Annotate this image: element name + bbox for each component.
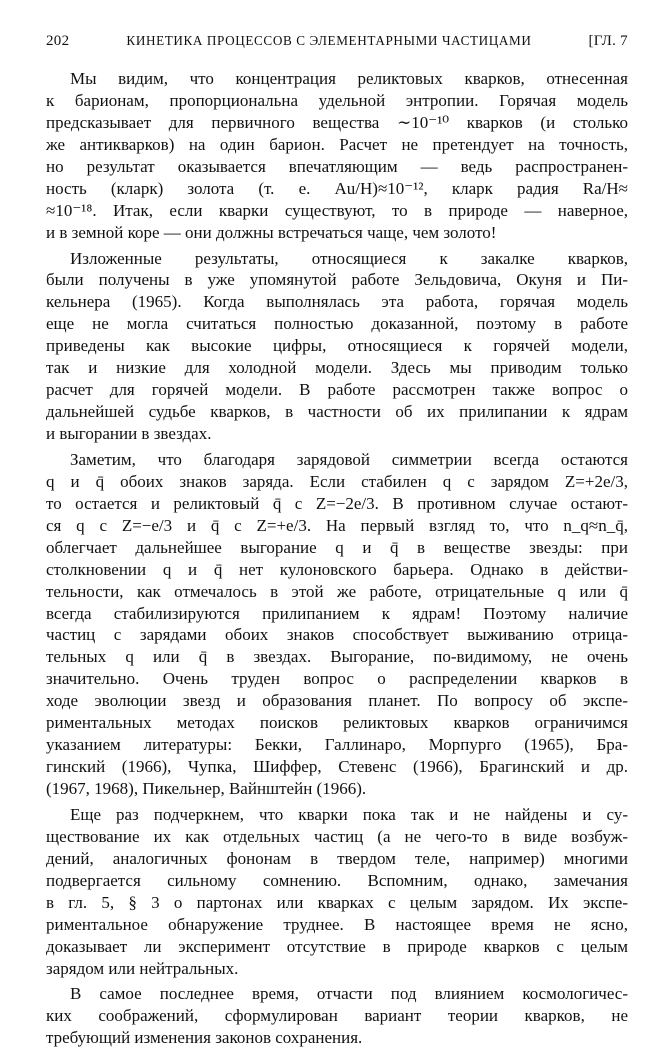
text-line: частиц с зарядами обоих знаков способствует выживанию отрица- xyxy=(46,625,628,645)
text-line: в гл. 5, § 3 о партонах или кварках с целым зарядом. Их экспе- xyxy=(46,892,628,912)
text-line: и в земной коре — они должны встречаться чаще, чем золото! xyxy=(46,222,497,242)
text-line: дений, аналогичных фононам в твердом теле, например) многими xyxy=(46,848,628,868)
text-line: подвергается сильному сомнению. Вспомним, однако, замечания xyxy=(46,870,628,890)
text-line: риментальных методах поисков реликтовых кварков ограничимся xyxy=(46,713,628,733)
text-line: приведены как высокие цифры, относящиеся к горячей модели, xyxy=(46,336,628,356)
paragraph xyxy=(46,68,628,244)
text-line: указанием литературы: Бекки, Галлинаро, Морпурго (1965), Бра- xyxy=(46,735,628,755)
text-line: риментальное обнаружение труднее. В настоящее время не ясно, xyxy=(46,914,628,934)
text-line: к барионам, пропорциональна удельной энтропии. Горячая модель xyxy=(46,90,628,110)
paragraph xyxy=(46,804,628,980)
text-line: дальнейшей судьбе кварков, в частности об их прилипании к ядрам xyxy=(46,402,628,422)
text-line: ких соображений, сформулирован вариант теории кварков, не xyxy=(46,1006,628,1026)
text-line: зарядом или нейтральных. xyxy=(46,958,239,978)
paragraph xyxy=(46,449,628,800)
text-line: были получены в уже упомянутой работе Зельдовича, Окуня и Пи- xyxy=(46,270,628,290)
page-body xyxy=(46,68,628,1049)
text-line: предсказывает для первичного вещества ∼10⁻¹⁰ кварков (и столько xyxy=(46,112,628,132)
text-line: ≈10⁻¹⁸. Итак, если кварки существуют, то в природе — наверное, xyxy=(46,200,628,220)
text-line: но результат оказывается впечатляющим — ведь распространен- xyxy=(46,156,628,176)
text-line: так и низкие для холодной модели. Здесь мы приводим только xyxy=(46,358,628,378)
text-line: гинский (1966), Чупка, Шиффер, Стевенс (1966), Брагинский и др. xyxy=(46,757,628,777)
text-line: q и q̄ обоих знаков заряда. Если стабилен q с зарядом Z=+2e/3, xyxy=(46,471,628,491)
text-line: Заметим, что благодаря зарядовой симметрии всегда остаются xyxy=(70,449,628,469)
text-line: столкновении q и q̄ нет кулоновского барьера. Однако в действи- xyxy=(46,559,628,579)
text-line: тельности, как отмечалось в этой же работе, отрицательные q или q̄ xyxy=(46,581,628,601)
text-line: то остается и реликтовый q̄ с Z=−2e/3. В противном случае остают- xyxy=(46,493,628,513)
running-title: КИНЕТИКА ПРОЦЕССОВ С ЭЛЕМЕНТАРНЫМИ ЧАСТИЦАМИ xyxy=(126,33,532,48)
text-line: (1967, 1968), Пикельнер, Вайнштейн (1966). xyxy=(46,779,367,798)
text-line: всегда стабилизируются прилипанием к ядрам! Поэтому наличие xyxy=(46,603,628,623)
text-line: ществование их как отдельных частиц (а не чего-то в виде возбуж- xyxy=(46,826,628,846)
text-line: требующий изменения законов сохранения. xyxy=(46,1028,363,1048)
text-line: Еще раз подчеркнем, что кварки пока так и не найдены и су- xyxy=(70,804,628,824)
text-line: В самое последнее время, отчасти под влиянием космологичес- xyxy=(70,984,628,1004)
text-line: тельных q или q̄ в звездах. Выгорание, по-видимому, не очень xyxy=(46,647,628,667)
page-number: 202 xyxy=(46,33,70,49)
chapter-label: [ГЛ. 7 xyxy=(588,33,628,49)
text-line: и выгорании в звездах. xyxy=(46,424,212,443)
paragraph xyxy=(46,248,628,445)
text-line: ся q с Z=−e/3 и q̄ с Z=+e/3. На первый взгляд то, что n_q≈n_q̄, xyxy=(46,515,628,535)
text-line: ходе эволюции звезд и образования планет. По вопросу об экспе- xyxy=(46,691,628,711)
text-line: значительно. Очень труден вопрос о распределении кварков в xyxy=(46,669,628,689)
text-line: облегчает дальнейшее выгорание q и q̄ в веществе звезды: при xyxy=(46,537,628,557)
text-line: кельнера (1965). Когда выполнялась эта работа, горячая модель xyxy=(46,292,628,312)
running-header xyxy=(46,33,628,50)
text-line: же антикварков) на один барион. Расчет не претендует на точность, xyxy=(46,134,628,154)
text-line: Мы видим, что концентрация реликтовых кварков, отнесенная xyxy=(70,69,628,88)
text-line: Изложенные результаты, относящиеся к закалке кварков, xyxy=(70,248,628,268)
text-line: расчет для горячей модели. В работе рассмотрен также вопрос о xyxy=(46,380,628,400)
text-line: доказывает ли эксперимент отсутствие в природе кварков с целым xyxy=(46,936,628,956)
paragraph xyxy=(46,983,628,1049)
text-line: ность (кларк) золота (т. е. Au/H)≈10⁻¹², кларк радия Ra/H≈ xyxy=(46,178,628,198)
text-line: еще не могла считаться полностью доказанной, поэтому в работе xyxy=(46,314,628,334)
